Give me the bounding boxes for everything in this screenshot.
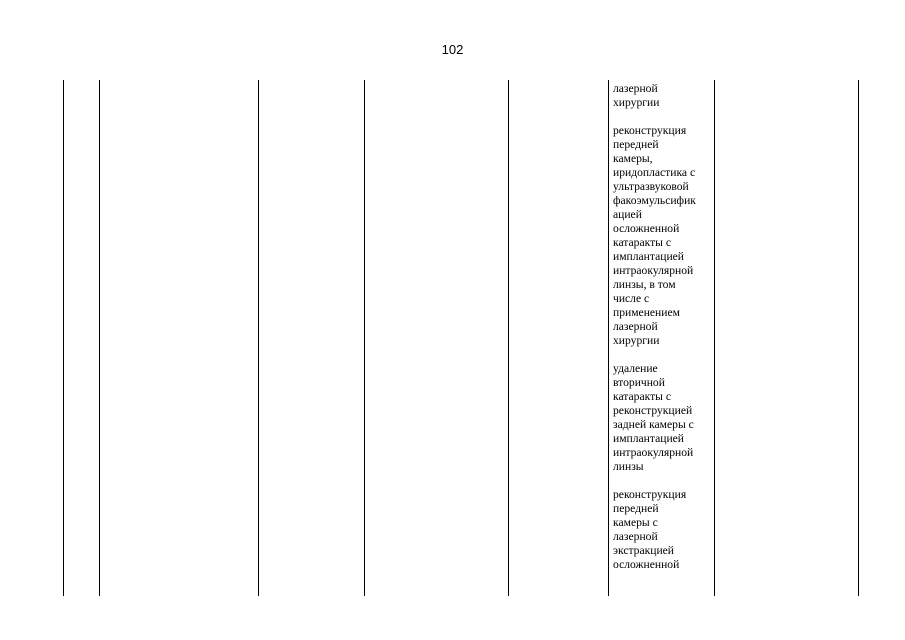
column-divider (258, 80, 259, 596)
treatment-methods-cell (613, 82, 713, 572)
cell-paragraph: реконструкция передней камеры с лазерной экстракцией осложненной (613, 488, 687, 571)
cell-paragraph: лазерной хирургии (613, 82, 660, 109)
column-divider (608, 80, 609, 596)
cell-paragraph: удаление вторичной катаракты с реконструкцией задней камеры с имплантацией интраокулярной линзы (613, 362, 694, 473)
column-divider (714, 80, 715, 596)
column-divider (63, 80, 64, 596)
column-divider (508, 80, 509, 596)
page-number: 102 (441, 42, 464, 57)
column-divider (364, 80, 365, 596)
column-divider (858, 80, 859, 596)
column-divider (99, 80, 100, 596)
cell-paragraph: реконструкция передней камеры, иридопластика с ультразвуковой факоэмульсифик ацией осложненной катаракты с имплантацией интраокулярной линзы, в том числе с применением лазерной хирургии (613, 124, 696, 347)
